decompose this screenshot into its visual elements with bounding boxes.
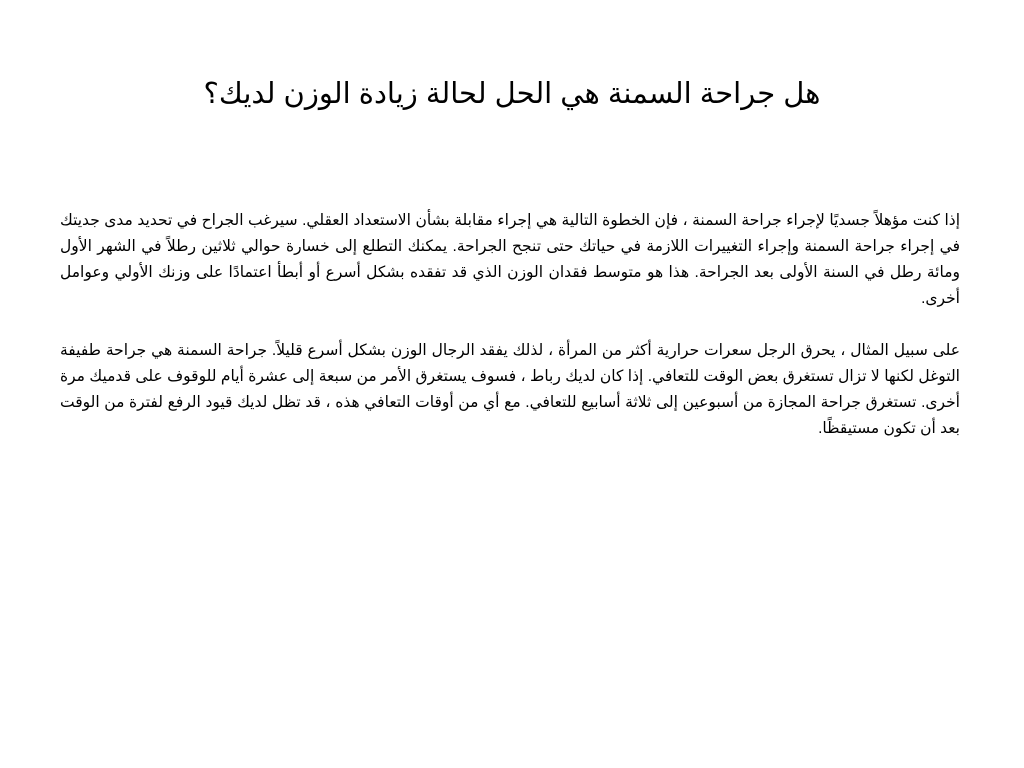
slide-title: هل جراحة السمنة هي الحل لحالة زيادة الوزن لديك؟ bbox=[203, 78, 821, 110]
body-paragraph-2: على سبيل المثال ، يحرق الرجل سعرات حرارية أكثر من المرأة ، لذلك يفقد الرجال الوزن بشكل أسرع قليلاً. جراحة السمنة هي جراحة طفيفة التوغل لكنها لا تزال تستغرق بعض الوقت للتعافي. إذا كان لديك رباط ، فسوف يستغرق الأمر من سبعة إلى عشرة أيام للوقوف على قدميك مرة أخرى. تستغرق جراحة المجازة من أسبوعين إلى ثلاثة أسابيع للتعافي. مع أي من أوقات التعافي هذه ، قد تظل لديك قيود الرفع لفترة من الوقت بعد أن تكون مستيقظًا. bbox=[60, 342, 960, 437]
slide-body bbox=[60, 208, 960, 442]
body-paragraph-1: إذا كنت مؤهلاً جسديًا لإجراء جراحة السمنة ، فإن الخطوة التالية هي إجراء مقابلة بشأن الاستعداد العقلي. سيرغب الجراح في تحديد مدى جديتك في إجراء جراحة السمنة وإجراء التغييرات اللازمة في حياتك حتى تنجح الجراحة. يمكنك التطلع إلى خسارة حوالي ثلاثين رطلاً في الشهر الأول ومائة رطل في السنة الأولى بعد الجراحة. هذا هو متوسط فقدان الوزن الذي قد تفقده بشكل أسرع أو أبطأ اعتمادًا على وزنك الأولي وعوامل أخرى. bbox=[60, 212, 960, 307]
